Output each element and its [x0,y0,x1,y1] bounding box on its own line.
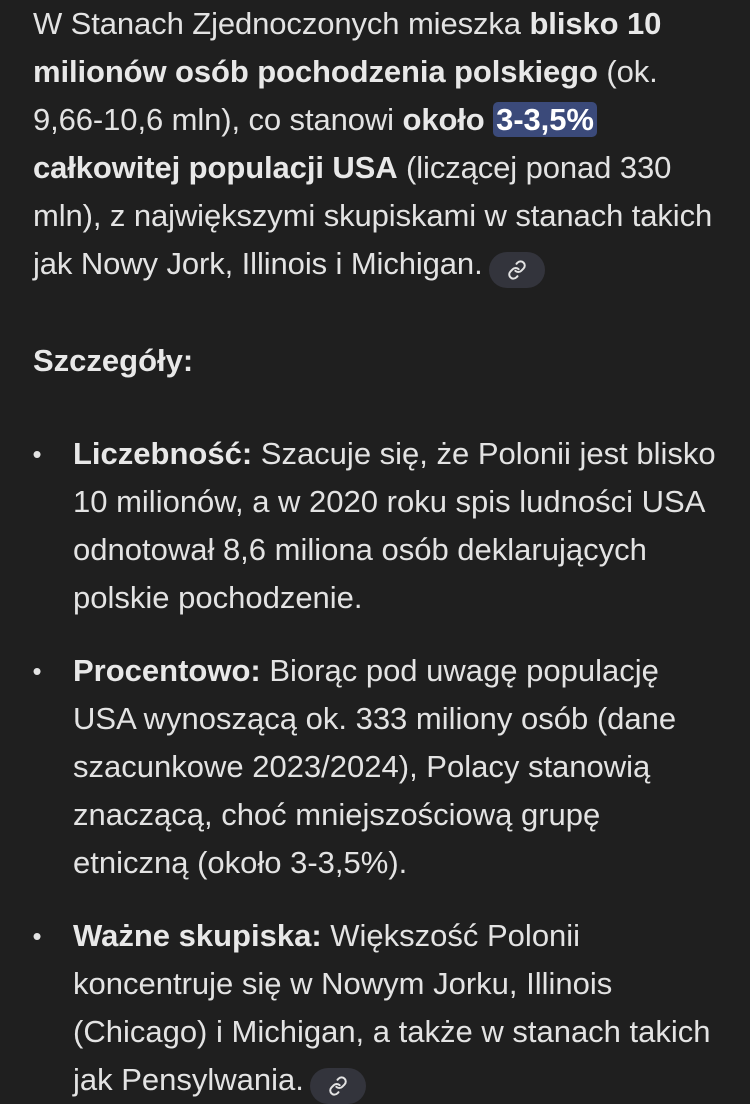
item-label: Liczebność: [73,436,253,471]
bullet-icon: • [32,439,42,469]
details-list [33,430,720,1104]
item-text: Większość Polonii koncentruje się w Nowym Jorku, Illinois (Chicago) i Michigan, a także w stanach takich jak Pensylwania. [73,918,711,1097]
details-heading: Szczegóły: [33,343,194,378]
citation-chip-intro[interactable] [489,252,545,288]
item-text: Biorąc pod uwagę populację USA wynoszącą ok. 333 miliony osób (dane szacunkowe 2023/2024), Polacy stanowią znaczącą, choć mniejszościową grupę etniczną (około 3-3,5%). [73,653,677,880]
intro-paragraph [33,0,720,288]
item-text: Szacuje się, że Polonii jest blisko 10 milionów, a w 2020 roku spis ludności USA odnotował 8,6 miliona osób deklarujących polskie pochodzenie. [73,436,716,615]
item-label: Procentowo: [73,653,261,688]
item-label: Ważne skupiska: [73,918,322,953]
intro-bold-population: blisko 10 milionów osób pochodzenia polskiego [33,6,662,89]
intro-text-1: W Stanach Zjednoczonych mieszka [33,6,530,41]
citation-chip-clusters[interactable] [310,1068,366,1104]
link-icon [507,260,527,280]
highlighted-percentage[interactable]: 3-3,5% [493,102,597,137]
list-item-count [33,430,720,622]
list-item-clusters [33,912,720,1104]
bullet-icon: • [32,921,42,951]
intro-bold-usa: całkowitej populacji USA [33,150,398,185]
link-icon [328,1076,348,1096]
list-item-percentage [33,647,720,887]
intro-text-2: (ok. 9,66-10,6 mln), co stanowi [33,54,658,137]
intro-bold-about: około [402,102,494,137]
intro-text-3: (liczącej ponad 330 mln), z największymi skupiskami w stanach takich jak Nowy Jork, Illinois i Michigan. [33,150,713,281]
bullet-icon: • [32,656,42,686]
